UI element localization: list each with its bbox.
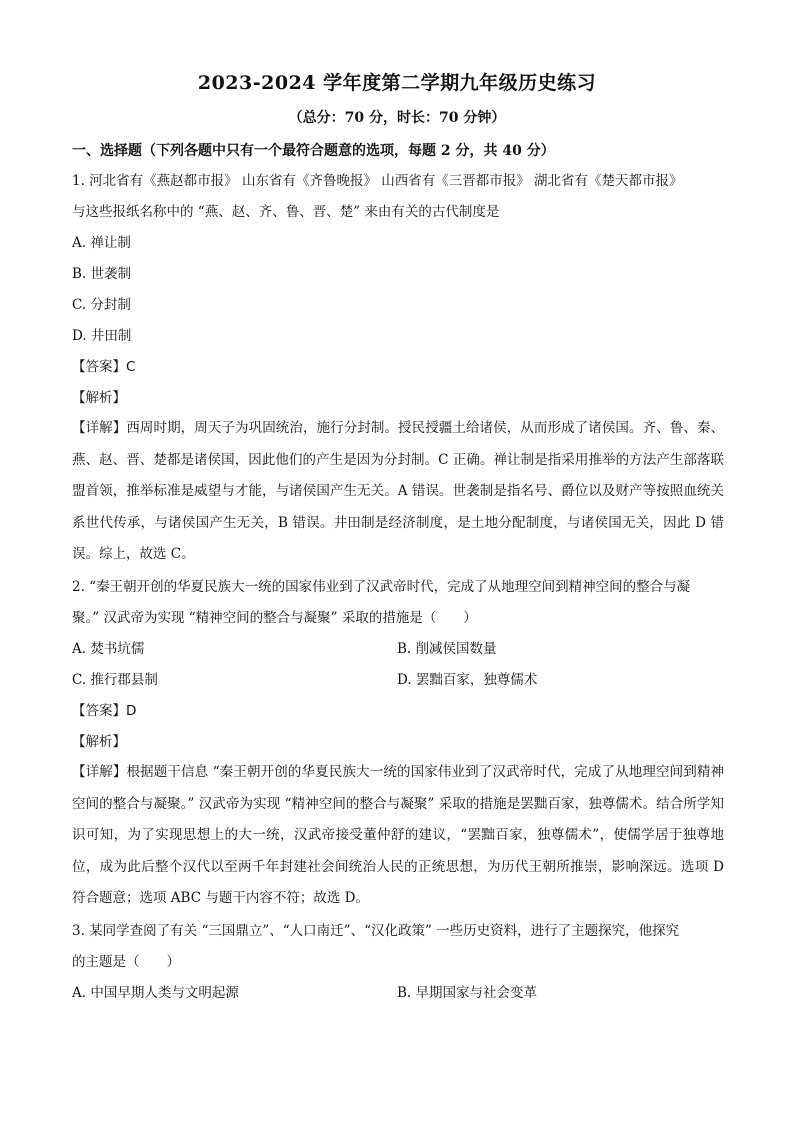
q3-option-a: A. 中国早期人类与文明起源	[72, 985, 239, 1001]
q1-detail: 【详解】西周时期，周天子为巩固统治，施行分封制。授民授疆土给诸侯，从而形成了诸侯国。齐、鲁、秦、燕、赵、晋、楚都是诸侯国，因此他们的产生是因为分封制。C 正确。禅让制是指采用推举的方法产生部落联盟首领，推举标准是威望与才能，与诸侯国产生无关。A 错误。世袭制是指名号、爵位以及财产等按照血统关系世代传承，与诸侯国产生无关，B 错误。井田制是经济制度，是土地分配制度，与诸侯国无关，因此 D 错误。综上，故选 C。	[72, 420, 724, 562]
q1-stem-line2: 与这些报纸名称中的 “燕、赵、齐、鲁、晋、楚” 来由有关的古代制度是	[72, 204, 500, 220]
section-heading: 一、选择题（下列各题中只有一个最符合题意的选项，每题 2 分，共 40 分）	[72, 143, 555, 159]
q2-option-d: D. 罢黜百家，独尊儒术	[397, 672, 538, 688]
q3-option-b: B. 早期国家与社会变革	[397, 985, 538, 1001]
q2-stem-line2: 聚。” 汉武帝为实现 “精神空间的整合与凝聚” 采取的措施是（ ）	[72, 610, 477, 626]
q1-analysis-label: 【解析】	[72, 390, 126, 406]
q2-option-c: C. 推行郡县制	[72, 672, 158, 688]
q1-option-c: C. 分封制	[72, 297, 131, 313]
q2-option-a: A. 焚书坑儒	[72, 641, 145, 657]
q1-option-a: A. 禅让制	[72, 235, 131, 251]
q3-stem-line2: 的主题是（ ）	[72, 954, 180, 970]
q2-option-b: B. 削减侯国数量	[397, 641, 497, 657]
q1-option-d: D. 井田制	[72, 328, 132, 344]
q1-option-b: B. 世袭制	[72, 266, 132, 282]
page-subtitle: （总分：70 分，时长：70 分钟）	[288, 110, 506, 126]
q1-stem-line1: 1. 河北省有《燕赵都市报》 山东省有《齐鲁晚报》 山西省有《三晋都市报》 湖北省有《楚天都市报》	[72, 173, 683, 189]
q1-answer: 【答案】C	[72, 359, 136, 375]
q2-detail: 【详解】根据题干信息 “秦王朝开创的华夏民族大一统的国家伟业到了汉武帝时代，完成了从地理空间到精神空间的整合与凝聚。” 汉武帝为实现 “精神空间的整合与凝聚” 采取的措施是罢黜百家，独尊儒术。结合所学知识可知，为了实现思想上的大一统，汉武帝接受董仲舒的建议，“罢黜百家，独尊儒术”，使儒学居于独尊地位，成为此后整个汉代以至两千年封建社会间统治人民的正统思想，为历代王朝所推崇，影响深远。选项 D 符合题意；选项 ABC 与题干内容不符；故选 D。	[72, 764, 724, 906]
q2-answer: 【答案】D	[72, 703, 137, 719]
q2-analysis-label: 【解析】	[72, 734, 126, 750]
q2-stem-line1: 2. “秦王朝开创的华夏民族大一统的国家伟业到了汉武帝时代，完成了从地理空间到精神空间的整合与凝	[72, 579, 691, 595]
q3-stem-line1: 3. 某同学查阅了有关 “三国鼎立”、“人口南迁”、“汉化政策” 一些历史资料，进行了主题探究，他探究	[72, 923, 680, 939]
page-title: 2023-2024 学年度第二学期九年级历史练习	[197, 72, 597, 94]
